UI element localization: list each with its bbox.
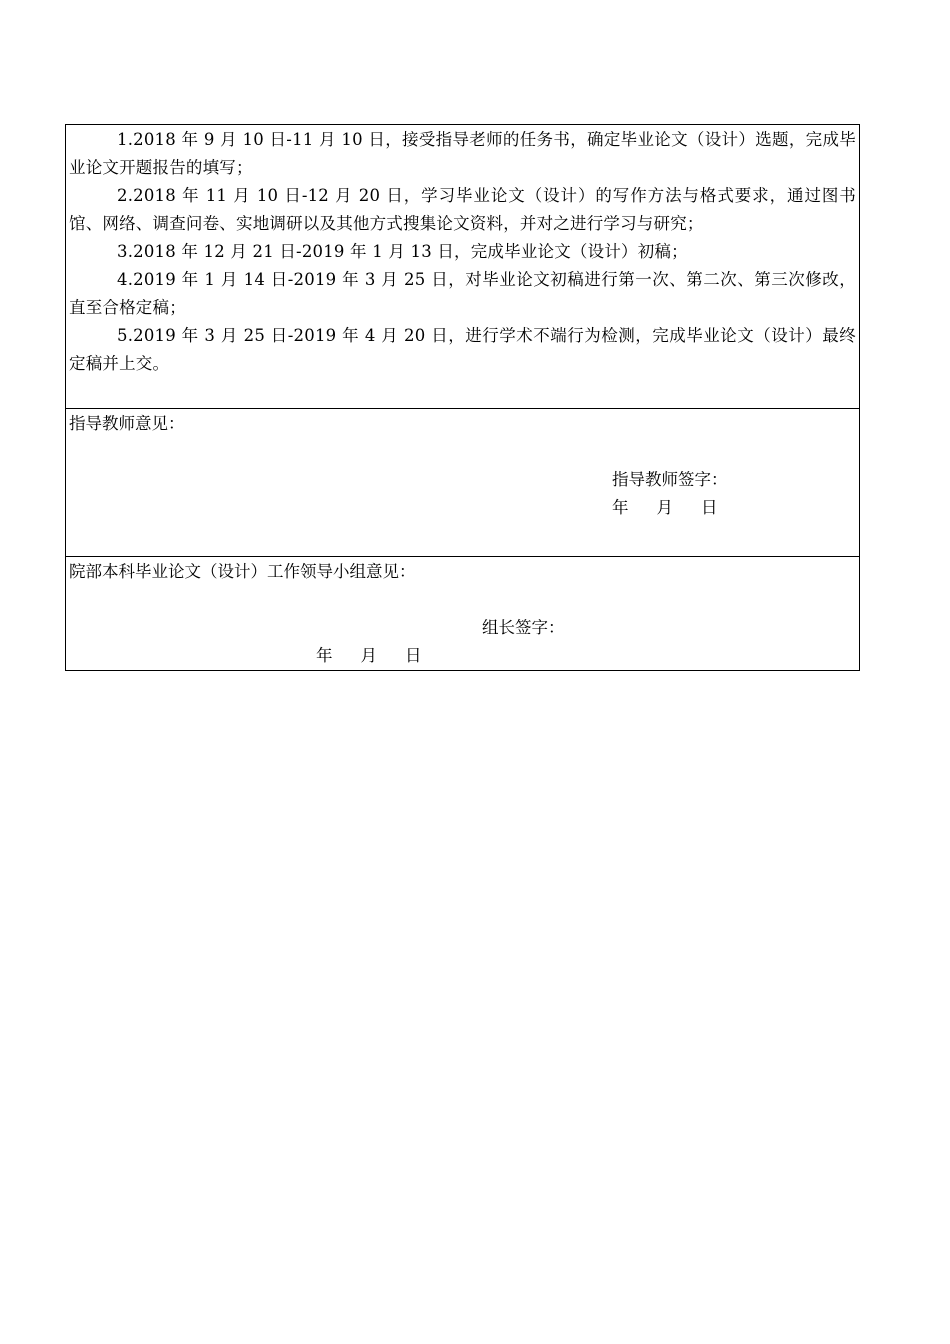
advisor-date-year: 年 xyxy=(612,498,629,517)
advisor-date-month: 月 xyxy=(656,498,673,517)
advisor-date-day: 日 xyxy=(701,498,718,517)
review-form-table xyxy=(65,124,860,671)
schedule-item-3: 3.2018 年 12 月 21 日-2019 年 1 月 13 日，完成毕业论文（设计）初稿； xyxy=(117,242,688,261)
schedule-item-5: 5.2019 年 3 月 25 日-2019 年 4 月 20 日，进行学术不端行为检测，完成毕业论文（设计）最终定稿并上交。 xyxy=(69,326,856,373)
committee-date-year: 年 xyxy=(316,646,333,665)
schedule-cell xyxy=(66,125,859,409)
advisor-signature-label: 指导教师签字： xyxy=(612,470,728,489)
schedule-item-1: 1.2018 年 9 月 10 日-11 月 10 日，接受指导老师的任务书，确定毕业论文（设计）选题，完成毕业论文开题报告的填写； xyxy=(69,130,856,177)
schedule-item-4: 4.2019 年 1 月 14 日-2019 年 3 月 25 日，对毕业论文初稿进行第一次、第二次、第三次修改，直至合格定稿； xyxy=(69,270,856,317)
committee-signature-label: 组长签字： xyxy=(482,618,565,637)
committee-date-month: 月 xyxy=(360,646,377,665)
committee-date-line xyxy=(316,642,422,670)
committee-opinion-label: 院部本科毕业论文（设计）工作领导小组意见： xyxy=(69,562,416,581)
advisor-opinion-label: 指导教师意见： xyxy=(69,414,185,433)
schedule-item-2: 2.2018 年 11 月 10 日-12 月 20 日，学习毕业论文（设计）的写作方法与格式要求，通过图书馆、网络、调查问卷、实地调研以及其他方式搜集论文资料，并对之进行学习与研究； xyxy=(69,186,856,233)
committee-opinion-cell xyxy=(66,557,859,670)
advisor-date-line xyxy=(612,494,718,522)
advisor-opinion-cell xyxy=(66,409,859,557)
committee-date-day: 日 xyxy=(405,646,422,665)
